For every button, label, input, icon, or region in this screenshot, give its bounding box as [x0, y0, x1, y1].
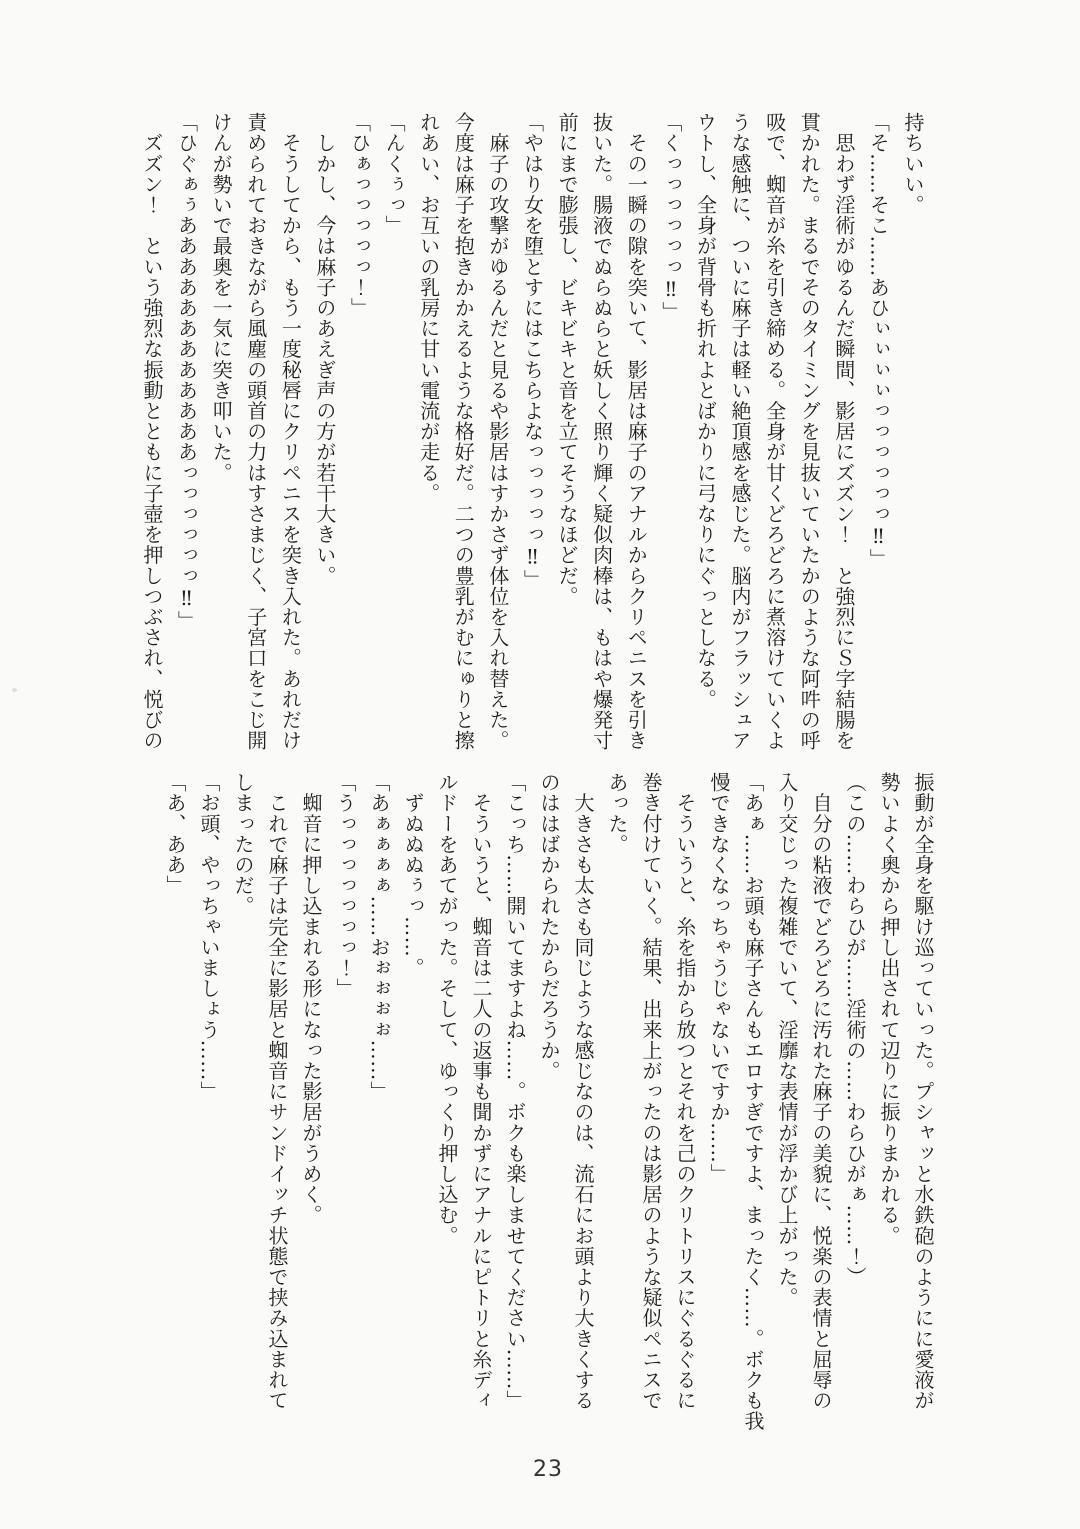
text-line: 入り交じった複雑でいて、淫靡な表情が浮かび上がった。	[775, 772, 799, 1308]
text-line: 持ちいい。	[901, 112, 925, 215]
text-line: 抜いた。腸液でぬらぬらと妖しく照り輝く疑似肉棒は、もはや爆発寸	[589, 112, 614, 751]
text-line: そうしてから、もう一度秘唇にクリペニスを突き入れた。あれだけ	[278, 112, 303, 751]
text-line: 「ひぐぁぅああああああああああああっっっっっっ‼」	[174, 112, 199, 631]
text-line: 蜘音に押し込まれる形になった影居がうめく。	[299, 772, 323, 1226]
text-line: 「くっっっっっっ‼」	[658, 112, 683, 322]
scan-speck	[12, 688, 17, 692]
text-line: 吸で、蜘音が糸を引き締める。全身が甘くどろどろに煮溶けていくよ	[762, 112, 787, 751]
text-line: そういうと、蜘音は二人の返事も聞かずにアナルにピトリと糸ディ	[469, 772, 493, 1411]
text-line: 今度は麻子を抱きかかえるような格好だ。二つの豊乳がむにゅりと擦	[451, 112, 476, 751]
text-line: 「そ……そこ……あひぃぃぃぃっっっっっっ‼」	[866, 112, 891, 570]
text-line: そういうと、糸を指から放つとそれを己のクリトリスにぐるぐるに	[673, 772, 697, 1411]
text-line: これで麻子は完全に影居と蜘音にサンドイッチ状態で挟み込まれて	[265, 772, 289, 1411]
text-line: 貫かれた。まるでそのタイミングを見抜いていたかのような阿吽の呼	[797, 112, 822, 751]
text-line: （この……わらひが……淫術の……わらひがぁ……！）	[843, 772, 867, 1287]
text-line: 勢いよく奥から押し出されて辺りに振りまかれる。	[877, 772, 901, 1246]
text-line: 巻き付けていく。結果、出来上がったのは影居のような疑似ペニスで	[639, 772, 663, 1411]
text-line: ウトし、全身が背骨も折れよとばかりに弓なりにぐっとしなる。	[693, 112, 718, 710]
text-line: 振動が全身を駆け巡っていった。プシャッと水鉄砲のようにに愛液が	[911, 772, 935, 1411]
text-line: 「うっっっっっっっ！」	[333, 772, 357, 999]
text-line: 「やはり女を堕とすにはこちらよなっっっっっ‼」	[520, 112, 545, 590]
text-line: ズズン！ という強烈な振動とともに子壺を押しつぶされ、悦びの	[139, 112, 164, 751]
text-line: 大きさも太さも同じような感じなのは、流石にお頭より大きくする	[571, 772, 595, 1411]
text-line: 自分の粘液でどろどろに汚れた麻子の美貌に、悦楽の表情と屈辱の	[809, 772, 833, 1411]
text-line: 「ひぁっっっっっ！」	[347, 112, 372, 318]
text-line: ルドーをあてがった。そして、ゆっくり押し込む。	[435, 772, 459, 1246]
text-block-bottom	[158, 772, 940, 1472]
text-line: ずぬぬぬぅっ……。	[401, 772, 425, 978]
text-line: れあい、お互いの乳房に甘い電流が走る。	[416, 112, 441, 504]
text-line: 「あぁぁぁぁ……おぉぉぉぉ……」	[367, 772, 391, 1102]
text-line: 「あ、ああ」	[163, 772, 187, 896]
text-line: 責められておきながら風塵の頭首の力はすさまじく、子宮口をこじ開	[243, 112, 268, 751]
text-line: しかし、今は麻子のあえぎ声の方が若干大きい。	[312, 112, 337, 586]
text-line: 「んくぅっ」	[382, 112, 407, 236]
text-block-top	[134, 112, 930, 812]
text-line: 慢できなくなっちゃうじゃないですか……」	[707, 772, 731, 1184]
text-line: 「お頭、やっちゃいましょう……」	[197, 772, 221, 1102]
text-line: うな感触に、ついに麻子は軽い絶頂感を感じた。脳内がフラッシュア	[728, 112, 753, 751]
text-line: しまったのだ。	[231, 772, 255, 917]
text-line: 「こっち……開いてますよね……。ボクも楽しませてください……」	[503, 772, 527, 1411]
text-line: 前にまで膨張し、ビキビキと音を立てそうなほどだ。	[555, 112, 580, 607]
text-line: のははばかられたからだろうか。	[537, 772, 561, 1081]
text-line: あった。	[605, 772, 629, 855]
text-line: 麻子の攻撃がゆるんだと見るや影居はすかさず体位を入れ替えた。	[485, 112, 510, 751]
page-number: 23	[533, 1457, 563, 1482]
text-line: その一瞬の隙を突いて、影居は麻子のアナルからクリペニスを引き	[624, 112, 649, 751]
text-line: 思わず淫術がゆるんだ瞬間、影居にズズン！ と強烈にＳ字結腸を	[831, 112, 856, 751]
text-line: けんが勢いで最奥を一気に突き叩いた。	[209, 112, 234, 483]
text-line: 「あぁ……お頭も麻子さんもエロすぎですよ、まったく……。ボクも我	[741, 772, 765, 1432]
